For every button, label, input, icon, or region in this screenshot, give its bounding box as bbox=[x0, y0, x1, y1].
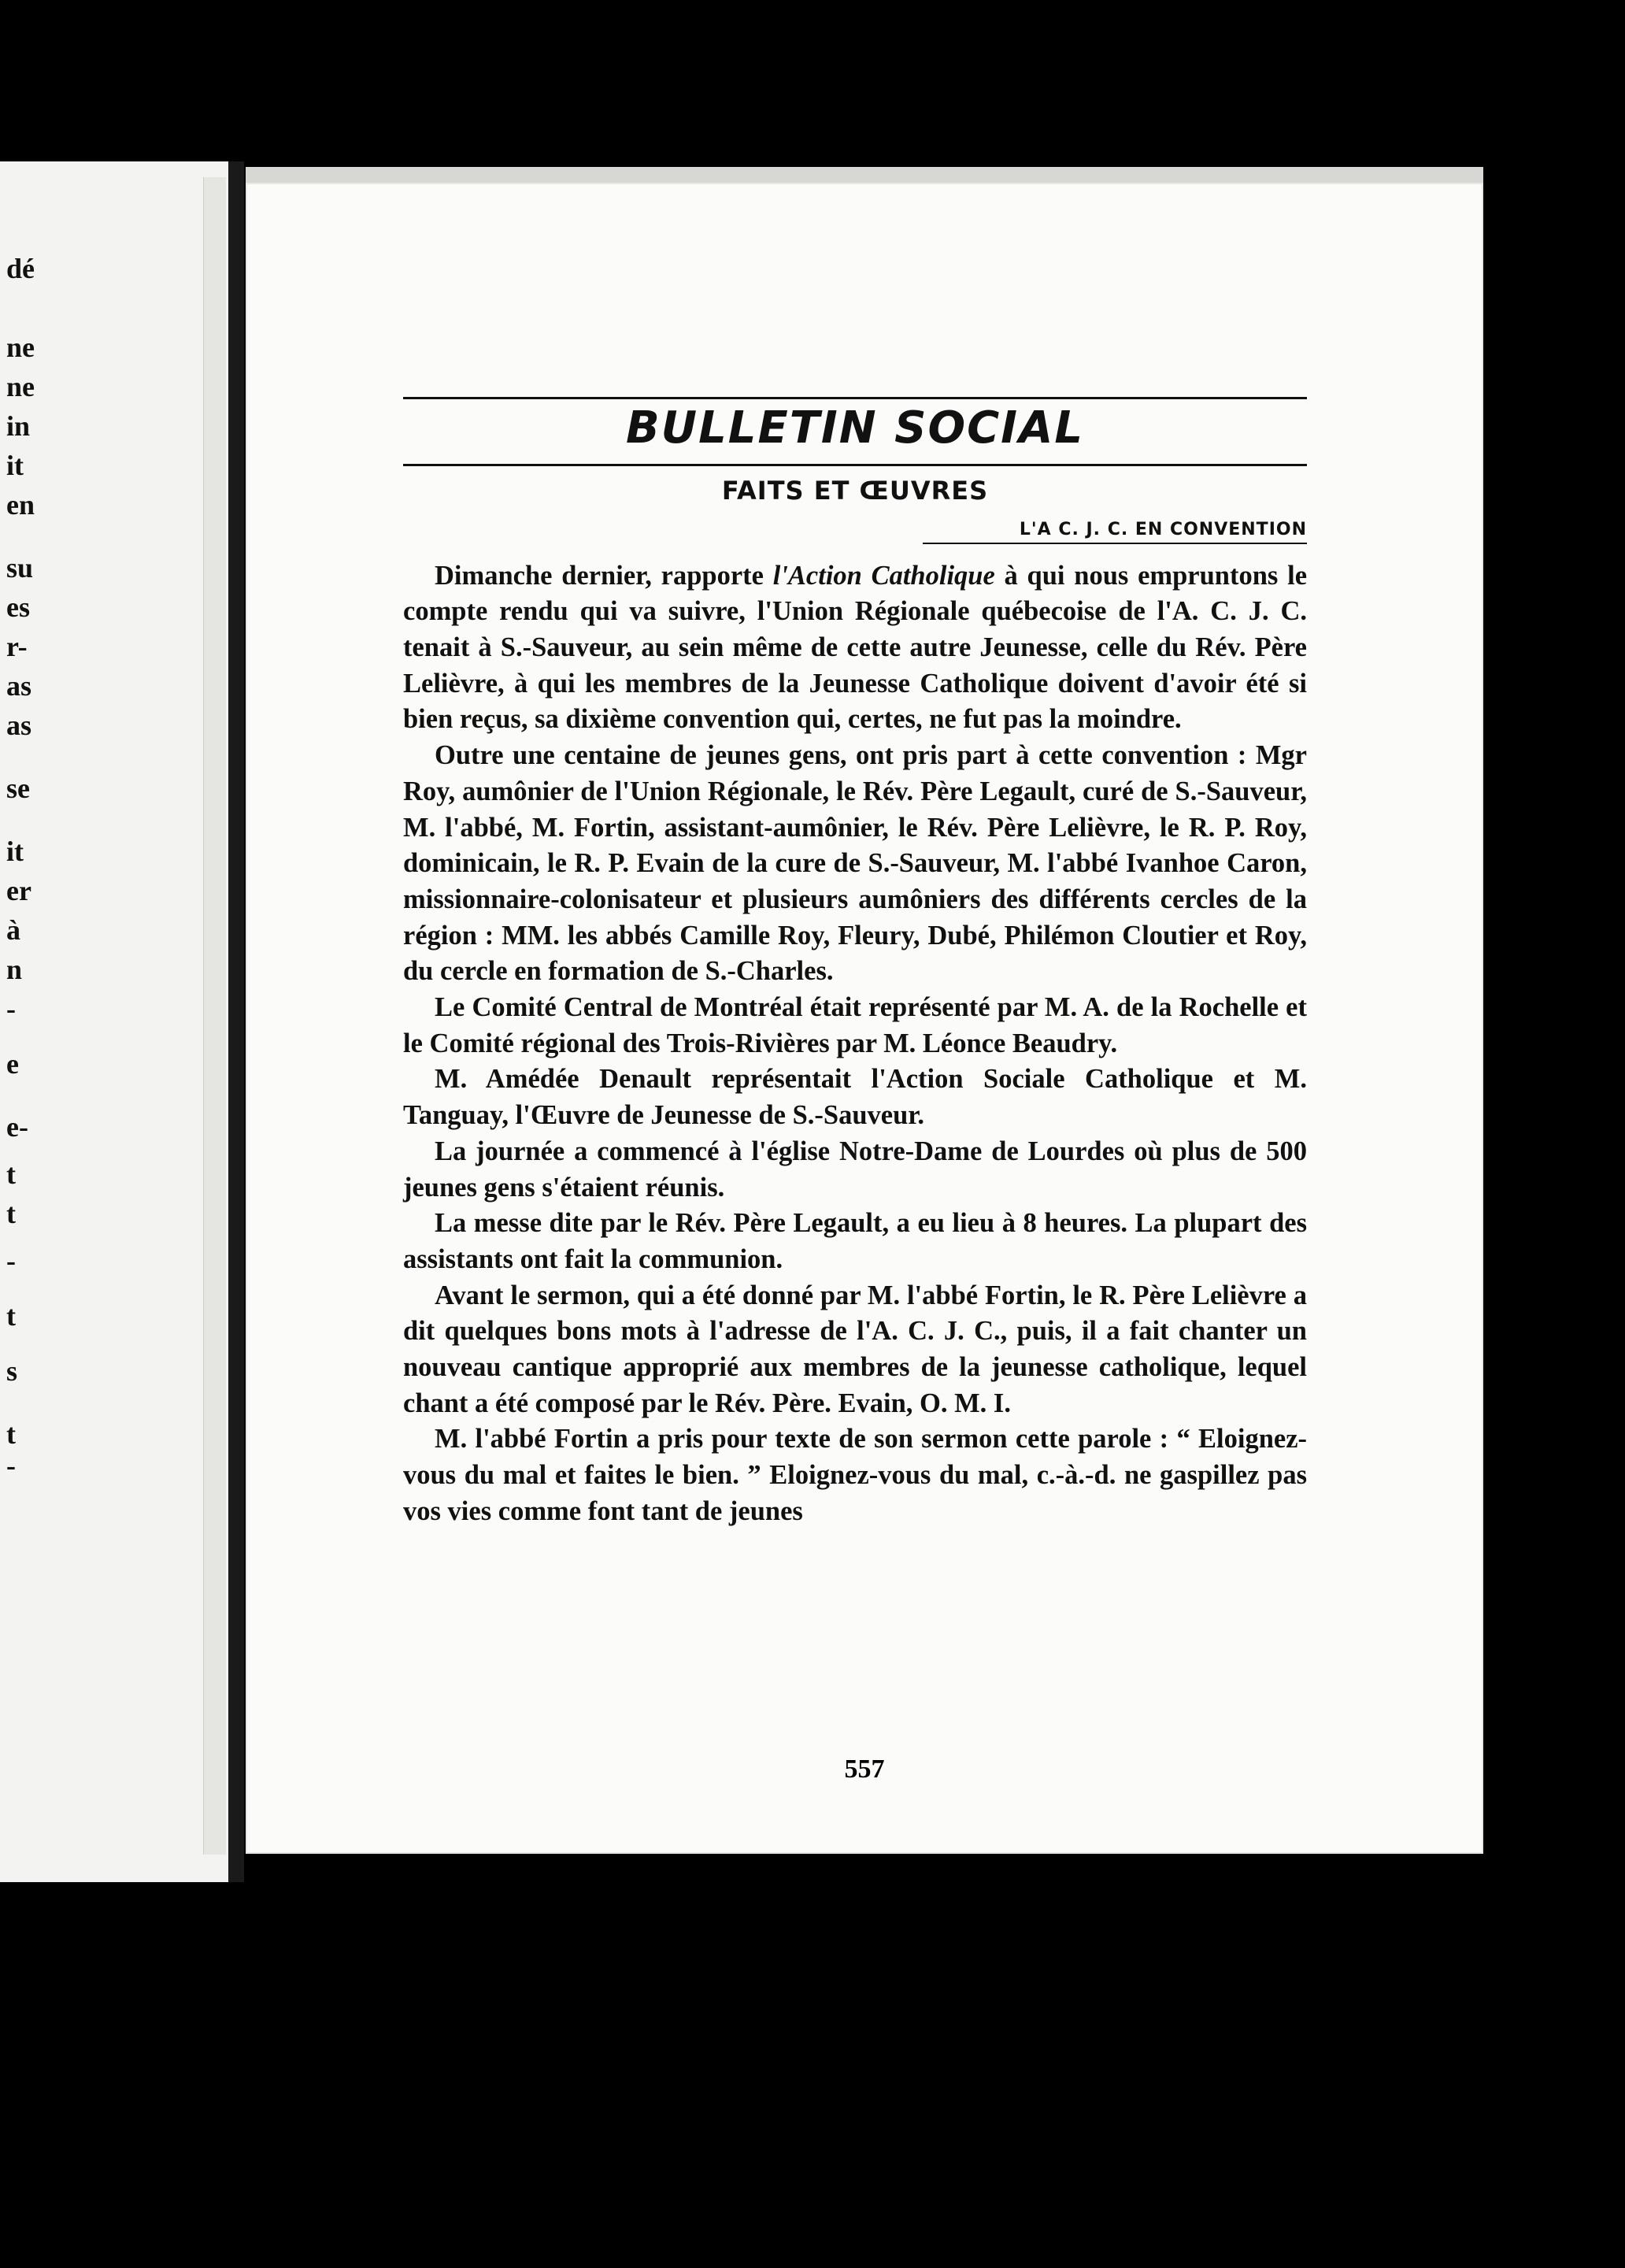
paragraph bbox=[403, 990, 1307, 1062]
section-heading: FAITS ET ŒUVRES bbox=[721, 475, 989, 506]
page-title: BULLETIN SOCIAL bbox=[625, 402, 1085, 454]
paragraph bbox=[403, 1206, 1307, 1277]
paragraph-text: Outre une centaine de jeunes gens, ont pris part à cette convention : Mgr Roy, aumônier de l'Union Régionale, le Rév. Père Legault, curé de S.-Sauveur, M. l'abbé, M. Fortin, assistant-aumônier, le Rév. Père Lelièvre, le R. P. Roy, dominicain, le R. P. Evain de la cure de S.-Sauveur, M. l'abbé Ivanhoe Caron, missionnaire-colonisateur et plusieurs aumôniers des différents cercles de la région : MM. les abbés Camille Roy, Fleury, Dubé, Philémon Cloutier et Roy, du cercle en formation de S.-Charles. bbox=[403, 740, 1307, 987]
previous-page bbox=[0, 161, 228, 1882]
subsection-heading: L'A C. J. C. EN CONVENTION bbox=[923, 520, 1307, 544]
paragraph-text: Dimanche dernier, rapporte bbox=[435, 560, 773, 591]
paragraph bbox=[403, 738, 1307, 990]
paragraph-text: La journée a commencé à l'église Notre-Dame de Lourdes où plus de 500 jeunes gens s'étaient réunis. bbox=[403, 1136, 1307, 1203]
previous-page-fragment: ne bbox=[6, 371, 35, 402]
previous-page-text-fragments bbox=[0, 161, 47, 1882]
previous-page-fragment: e- bbox=[6, 1111, 28, 1143]
previous-page-fragment: as bbox=[6, 710, 32, 741]
previous-page-fragment: in bbox=[6, 410, 31, 442]
previous-page-fragment: ne bbox=[6, 332, 35, 363]
previous-page-fragment: à bbox=[6, 914, 20, 946]
article-body bbox=[403, 558, 1307, 1530]
previous-page-fragment: su bbox=[6, 552, 34, 584]
paragraph-text: à qui nous empruntons le compte rendu qui va suivre, l'Union Régionale québecoise de l'A. C. J. C. tenait à S.-Sauveur, au sein même de cette autre Jeunesse, celle du Rév. Père Lelièvre, à qui les membres de la Jeunesse Catholique doivent d'avoir été si bien reçus, sa dixième convention qui, certes, ne fut pas la moindre. bbox=[403, 560, 1308, 735]
previous-page-fragment: it bbox=[6, 450, 24, 481]
previous-page-fragment: dé bbox=[6, 253, 35, 284]
previous-page-fragment: e bbox=[6, 1048, 19, 1080]
previous-page-fragment: as bbox=[6, 670, 32, 702]
previous-page-fragment: - bbox=[6, 993, 16, 1025]
previous-page-fragment: n bbox=[6, 954, 23, 985]
page-content bbox=[403, 397, 1307, 1530]
paragraph-text: La messe dite par le Rév. Père Legault, a eu lieu à 8 heures. La plupart des assistants ont fait la communion. bbox=[403, 1208, 1307, 1274]
page-number: 557 bbox=[844, 1755, 885, 1784]
paragraph bbox=[403, 1421, 1307, 1529]
paragraph bbox=[403, 1062, 1307, 1133]
previous-page-fragment: - bbox=[6, 1245, 16, 1277]
document-page bbox=[246, 183, 1483, 1854]
paragraph bbox=[403, 558, 1307, 739]
paragraph-text: M. Amédée Denault représentait l'Action Sociale Catholique et M. Tanguay, l'Œuvre de Jeunesse de S.-Sauveur. bbox=[403, 1064, 1307, 1131]
previous-page-fragment: it bbox=[6, 836, 24, 867]
previous-page-fragment: t bbox=[6, 1300, 16, 1332]
title-top-rule bbox=[403, 397, 1307, 399]
paragraph bbox=[403, 1278, 1307, 1422]
previous-page-fragment: t bbox=[6, 1418, 16, 1450]
previous-page-fragment: t bbox=[6, 1198, 16, 1229]
previous-page-fragment: r- bbox=[6, 631, 28, 662]
title-bottom-rule bbox=[403, 464, 1307, 466]
book-spine bbox=[228, 161, 244, 1882]
paragraph-emphasis: l'Action Catholique bbox=[772, 560, 995, 591]
previous-page-fragment: en bbox=[6, 489, 35, 521]
previous-page-fragment: se bbox=[6, 773, 30, 804]
previous-page-fragment: t bbox=[6, 1158, 16, 1190]
previous-page-fragment: es bbox=[6, 591, 30, 623]
previous-page-fragment: s bbox=[6, 1355, 18, 1387]
previous-page-fragment: - bbox=[6, 1450, 16, 1481]
page-fold bbox=[203, 177, 226, 1855]
paragraph-text: M. l'abbé Fortin a pris pour texte de son sermon cette parole : “ Eloignez-vous du mal et faites le bien. ” Eloignez-vous du mal, c.-à.-d. ne gaspillez pas vos vies comme font tant de jeunes bbox=[403, 1424, 1307, 1526]
previous-page-fragment: er bbox=[6, 875, 31, 906]
paragraph-text: Le Comité Central de Montréal était représenté par M. A. de la Rochelle et le Comité régional des Trois-Rivières par M. Léonce Beaudry. bbox=[403, 992, 1307, 1058]
paragraph-text: Avant le sermon, qui a été donné par M. l'abbé Fortin, le R. Père Lelièvre a dit quelques bons mots à l'adresse de l'A. C. J. C., puis, il a fait chanter un nouveau cantique approprié aux membres de la jeunesse catholique, lequel chant a été composé par le Rév. Père. Evain, O. M. I. bbox=[403, 1280, 1307, 1418]
paragraph bbox=[403, 1134, 1307, 1206]
